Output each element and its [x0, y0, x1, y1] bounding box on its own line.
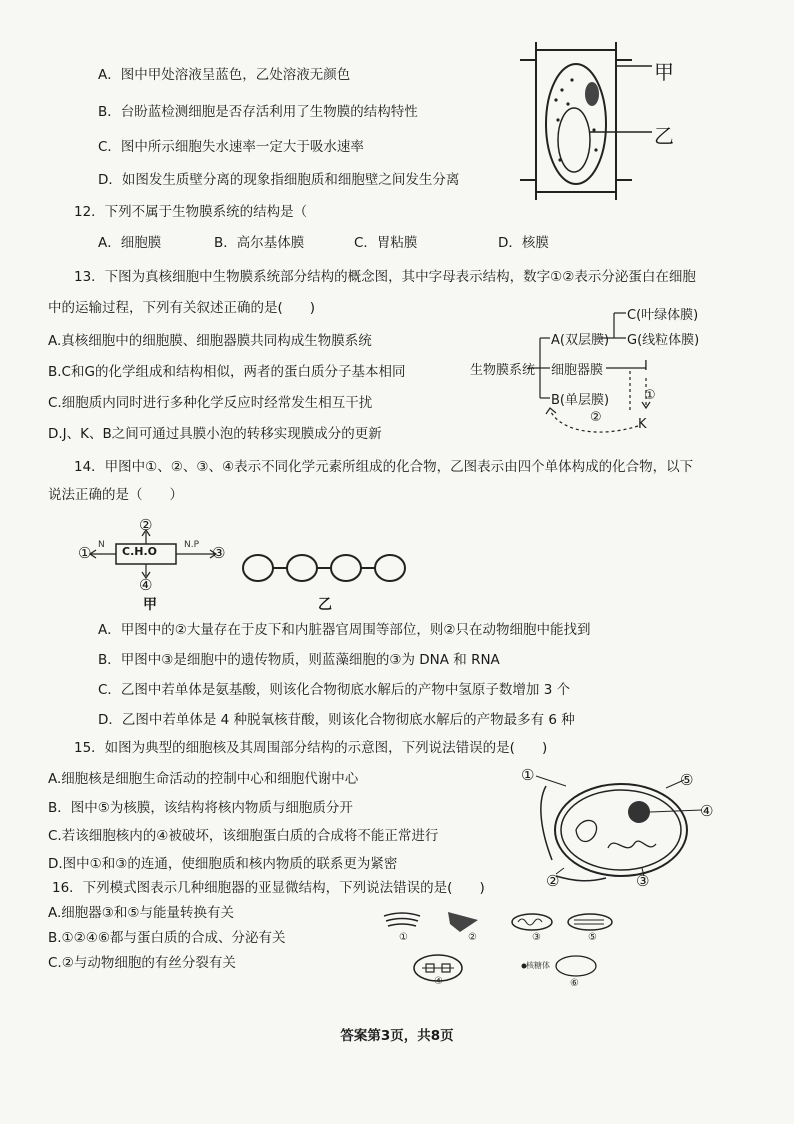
- q12-option-a: A．细胞膜: [98, 235, 162, 251]
- q14-option-b: B．甲图中③是细胞中的遗传物质，则蓝藻细胞的③为 DNA 和 RNA: [98, 652, 500, 668]
- q15-label-4: ④: [700, 802, 714, 820]
- q13-option-d: D.J、K、B之间可通过具膜小泡的转移实现膜成分的更新: [48, 426, 382, 442]
- q11-option-c: C．图中所示细胞失水速率一定大于吸水速率: [98, 139, 364, 155]
- q13-option-c: C.细胞质内同时进行多种化学反应时经常发生相互干扰: [48, 395, 373, 411]
- q14-stem-line2: 说法正确的是（ ）: [48, 487, 183, 503]
- q11-label-jia: 甲: [654, 60, 674, 84]
- q15-label-3: ③: [636, 872, 650, 890]
- q14-jia-right-elem: N.P: [184, 540, 200, 550]
- q16-label-2: ②: [468, 932, 477, 943]
- q13-k-label: K: [638, 417, 647, 432]
- q14-yi-four-monomers: [242, 550, 412, 586]
- q15-label-2: ②: [546, 872, 560, 890]
- nucleus-structure-figure: [516, 764, 726, 888]
- q15-option-a: A.细胞核是细胞生命活动的控制中心和细胞代谢中心: [48, 771, 359, 787]
- q13-c-label: C(叶绿体膜): [627, 308, 699, 323]
- q11-label-yi: 乙: [654, 124, 674, 148]
- q14-jia-n3: ③: [212, 544, 226, 562]
- q14-stem-line1: 14．甲图中①、②、③、④表示不同化学元素所组成的化合物，乙图表示由四个单体构成的化合物，以下: [74, 459, 694, 475]
- q14-jia-n1: ①: [78, 544, 92, 562]
- q15-label-5: ⑤: [680, 771, 694, 789]
- q14-option-c: C．乙图中若单体是氨基酸，则该化合物彻底水解后的产物中氢原子数增加 3 个: [98, 682, 571, 698]
- q13-stem-line2: 中的运输过程，下列有关叙述正确的是( ): [48, 300, 316, 316]
- q11-option-a: A．图中甲处溶液呈蓝色，乙处溶液无颜色: [98, 67, 351, 83]
- q16-ribosome-text: 核糖体: [526, 961, 550, 970]
- q13-organelle-label: 细胞器膜: [551, 363, 604, 378]
- q13-root-label: 生物膜系统: [470, 363, 536, 378]
- q15-option-d: D.图中①和③的连通，使细胞质和核内物质的联系更为紧密: [48, 856, 398, 872]
- q13-i-label: I: [644, 359, 648, 374]
- q13-g-label: G(线粒体膜): [627, 333, 700, 348]
- page-footer: 答案第3页，共8页: [340, 1028, 454, 1044]
- q14-jia-n2: ②: [139, 516, 153, 534]
- q14-option-d: D．乙图中若单体是 4 种脱氧核苷酸，则该化合物彻底水解后的产物最多有 6 种: [98, 712, 575, 728]
- q13-option-b: B.C和G的化学组成和结构相似，两者的蛋白质分子基本相同: [48, 364, 406, 380]
- q12-option-c: C．胃粘膜: [354, 235, 418, 251]
- q13-option-a: A.真核细胞中的细胞膜、细胞器膜共同构成生物膜系统: [48, 333, 372, 349]
- q12-stem: 12．下列不属于生物膜系统的结构是（: [74, 204, 308, 220]
- q14-yi-caption: 乙: [318, 597, 332, 613]
- q11-option-d: D．如图发生质壁分离的现象指细胞质和细胞壁之间发生分离: [98, 172, 460, 188]
- q14-jia-caption: 甲: [143, 597, 157, 613]
- q13-stem-line1: 13．下图为真核细胞中生物膜系统部分结构的概念图，其中字母表示结构，数字①②表示分泌蛋白在细胞: [74, 269, 696, 285]
- q13-step-1-label: ①: [644, 388, 656, 403]
- q12-option-b: B．高尔基体膜: [214, 235, 305, 251]
- q15-option-c: C.若该细胞核内的④被破坏，该细胞蛋白质的合成将不能正常进行: [48, 828, 439, 844]
- q13-b-label: B(单层膜): [551, 393, 610, 408]
- q13-step-2-label: ②: [590, 410, 602, 425]
- q15-stem: 15．如图为典型的细胞核及其周围部分结构的示意图，下列说法错误的是( ): [74, 740, 548, 756]
- q16-option-a: A.细胞器③和⑤与能量转换有关: [48, 905, 234, 921]
- q16-label-3: ③: [532, 932, 541, 943]
- q16-option-c: C.②与动物细胞的有丝分裂有关: [48, 955, 236, 971]
- q14-jia-n4: ④: [139, 576, 153, 594]
- q15-option-b: B．图中⑤为核膜，该结构将核内物质与细胞质分开: [48, 800, 353, 816]
- q14-jia-left-elem: N: [98, 540, 105, 550]
- q11-option-b: B．台盼蓝检测细胞是否存活利用了生物膜的结构特性: [98, 104, 418, 120]
- q14-jia-center: C.H.O: [122, 545, 157, 558]
- q16-option-b: B.①②④⑥都与蛋白质的合成、分泌有关: [48, 930, 286, 946]
- q14-option-a: A．甲图中的②大量存在于皮下和内脏器官周围等部位，则②只在动物细胞中能找到: [98, 622, 591, 638]
- q15-label-1: ①: [521, 766, 535, 784]
- q16-label-6: ⑥: [570, 978, 579, 989]
- q16-label-4: ④: [434, 976, 443, 987]
- q16-stem: 16．下列模式图表示几种细胞器的亚显微结构，下列说法错误的是( ): [52, 880, 485, 896]
- organelles-figure: [380, 908, 620, 990]
- q13-a-label: A(双层膜): [551, 333, 610, 348]
- q12-option-d: D．核膜: [498, 235, 549, 251]
- q16-label-5: ⑤: [588, 932, 597, 943]
- q16-label-1: ①: [399, 932, 408, 943]
